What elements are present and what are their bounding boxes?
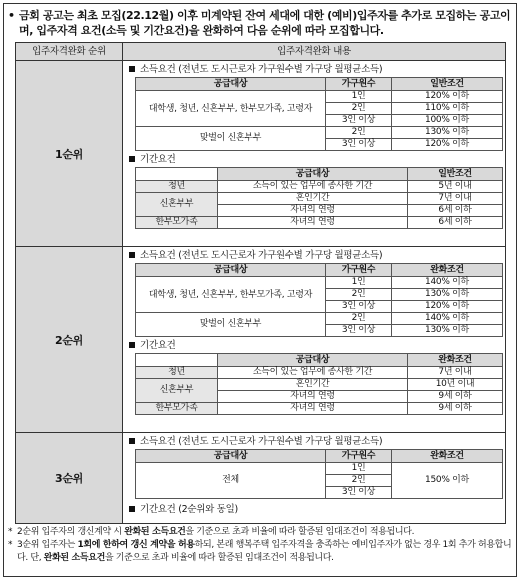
period-title: 기간요건 xyxy=(129,339,501,353)
intro-text: 금회 공고는 최초 모집(22.12월) 이후 미계약된 잔여 세대에 대한 (예비)입주자를 추가로 모집하는 공고이며, 입주자격 요건(소득 및 기간요건)을 완화하여 다음 순위에 따라 모집합니다. xyxy=(19,9,511,37)
content-header: 입주자격완화 내용 xyxy=(123,43,506,61)
rank-1-label: 1순위 xyxy=(16,61,123,247)
rank-1-content xyxy=(123,61,505,232)
bullet-icon: • xyxy=(8,9,15,22)
square-bullet-icon xyxy=(129,252,135,258)
footnote-1: * 2순위 입주자의 갱신계약 시 완화된 소득요건을 기준으로 초과 비율에 따라 할증된 임대조건이 적용됩니다. xyxy=(8,527,415,537)
square-bullet-icon xyxy=(129,342,135,348)
income-title: 소득요건 (전년도 도시근로자 가구원수별 가구당 월평균소득) xyxy=(129,435,501,449)
rank-2-income-table: 공급대상 가구원수 완화조건 대학생, 청년, 신혼부부, 한부모가족, 고령자 1인 140% 이하 2인 130% 이하 3인 이상 120% 이하 맞벌이 신혼부부 2인 140% 이하 3인 이상 130% 이하 xyxy=(135,263,503,337)
rank-1-income-table: 공급대상 가구원수 일반조건 대학생, 청년, 신혼부부, 한부모가족, 고령자 1인 120% 이하 2인 110% 이하 3인 이상 100% 이하 맞벌이 신혼부부 2인 130% 이하 3인 이상 120% 이하 xyxy=(135,77,503,151)
rank-3-income-table: 공급대상 가구원수 완화조건 전체 1인 150% 이하 2인 3인 이상 xyxy=(135,449,503,499)
footnotes xyxy=(8,526,514,565)
rank-1-period-table: 공급대상 일반조건 청년 소득이 있는 업무에 종사한 기간 5년 이내 신혼부부 혼인기간 7년 이내 자녀의 연령 6세 이하 한부모가족 자녀의 연령 6세 이하 xyxy=(135,167,503,229)
period-title: 기간요건 (2순위와 동일) xyxy=(129,503,501,517)
square-bullet-icon xyxy=(129,506,135,512)
rank-2-period-table: 공급대상 완화조건 청년 소득이 있는 업무에 종사한 기간 7년 이내 신혼부부 혼인기간 10년 이내 자녀의 연령 9세 이하 한부모가족 자녀의 연령 9세 이하 xyxy=(135,353,503,415)
square-bullet-icon xyxy=(129,66,135,72)
rank-3-row xyxy=(16,433,506,524)
rank-1-row xyxy=(16,61,506,247)
income-title: 소득요건 (전년도 도시근로자 가구원수별 가구당 월평균소득) xyxy=(129,63,501,77)
period-title: 기간요건 xyxy=(129,153,501,167)
square-bullet-icon xyxy=(129,156,135,162)
footnote-2: * 3순위 입주자는 1회에 한하여 갱신 계약을 허용하되, 본래 행복주택 입주자격을 충족하는 예비입주자가 없는 경우 1회 추가 허용합니다. 단, 완화된 소득요건을 기준으로 초과 비율에 따라 할증된 임대조건이 적용됩니다. xyxy=(8,540,512,563)
eligibility-table xyxy=(15,42,506,524)
rank-3-content xyxy=(123,433,505,520)
income-title: 소득요건 (전년도 도시근로자 가구원수별 가구당 월평균소득) xyxy=(129,249,501,263)
rank-2-content xyxy=(123,247,505,418)
rank-2-row xyxy=(16,247,506,433)
intro-notice xyxy=(8,8,516,38)
rank-3-label: 3순위 xyxy=(16,433,123,524)
rank-2-label: 2순위 xyxy=(16,247,123,433)
square-bullet-icon xyxy=(129,438,135,444)
rank-header: 입주자격완화 순위 xyxy=(16,43,123,61)
